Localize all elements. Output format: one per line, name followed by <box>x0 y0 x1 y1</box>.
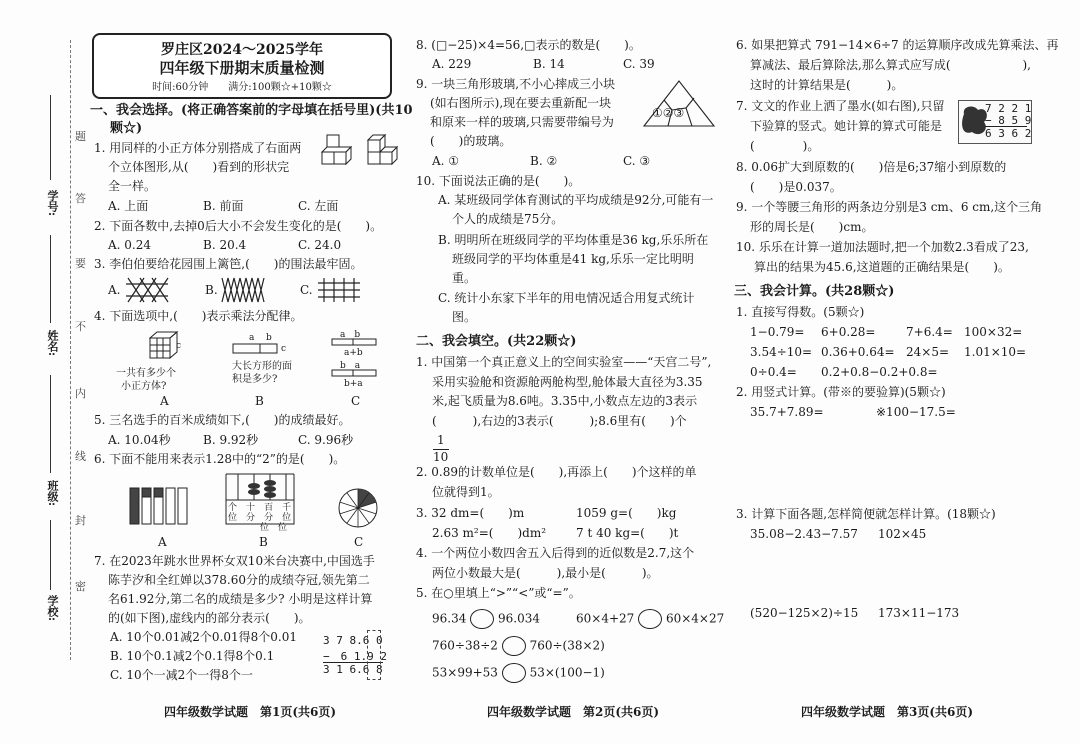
seal-char: 不 <box>75 320 86 333</box>
q7-calc-line2: − 6 1.9 2 <box>323 650 387 663</box>
q7-line4: 的(如下图),虚线内的部分表示( )。 <box>108 611 311 625</box>
f10-line1: 10. 乐乐在计算一道加法题时,把一个加数2.3看成了23, <box>736 240 1029 254</box>
q1-line3: 全一样。 <box>108 179 157 193</box>
q4b-label-a: a <box>249 333 255 343</box>
q7-line1: 7. 在2023年跳水世界杯女双10米台决赛中,中国选手 <box>94 554 375 568</box>
name-blank[interactable] <box>50 235 51 323</box>
q3-option-b[interactable]: B. <box>205 283 218 297</box>
c3-item[interactable]: 102×45 <box>878 527 927 541</box>
q6-stem: 6. 下面不能用来表示1.28中的“2”的是( )。 <box>94 452 346 466</box>
q4c-bottom-labels: b a <box>340 361 361 371</box>
q4c-bottom-sum: b+a <box>344 379 363 389</box>
binding-dashed-line <box>70 40 71 660</box>
q4b-label-b: b <box>266 333 272 343</box>
f10-line2: 算出的结果为45.6,这道题的正确结果是( )。 <box>754 260 1010 274</box>
q7-option-c[interactable]: C. 10个一减2个一得8个一 <box>110 668 253 682</box>
f5-row2: 760÷38÷2 760÷(38×2) <box>432 636 605 656</box>
q10-option-b-line3: 重。 <box>452 271 477 285</box>
c1-item[interactable]: 100×32= <box>964 325 1023 339</box>
f7-calc-line3: 6 3 6 2 <box>985 127 1032 140</box>
q7-calc-line1: 3 7 8.6 0 <box>323 634 383 647</box>
q9-option-c[interactable]: C. ③ <box>623 154 651 168</box>
f3-item-4[interactable]: 7 t 40 kg=( )t <box>576 526 679 540</box>
q7-dashed-box <box>367 630 381 680</box>
school-blank[interactable] <box>50 520 51 590</box>
q1-line2: 个立体图形,从( )看到的形状完 <box>108 160 290 174</box>
q10-option-b-line1[interactable]: B. 明明所在班级同学的平均体重是36 kg,乐乐所在 <box>438 233 709 247</box>
c1-item[interactable]: 7+6.4= <box>906 325 953 339</box>
f6-line1: 6. 如果把算式 791−14×6÷7 的运算顺序改成先算乘法、再 <box>736 38 1059 52</box>
q7-line2: 陈芋汐和全红婵以378.60分的成绩夺冠,领先第二 <box>108 573 370 587</box>
bar-model-figure <box>130 486 190 526</box>
compare-circle[interactable] <box>502 636 526 656</box>
c1-item[interactable]: 0÷0.4= <box>750 365 797 379</box>
fence-c-figure <box>316 276 362 304</box>
abacus-top-labels: 个 十 百 千 <box>228 503 292 513</box>
c2-stem: 2. 用竖式计算。(带※的要验算)(5颗☆) <box>736 385 946 399</box>
q4-option-c[interactable]: C <box>351 394 361 408</box>
f7-calc-line1: 7 2 2 1 <box>985 102 1032 115</box>
f2-line1: 2. 0.89的计数单位是( ),再添上( )个这样的单 <box>416 465 697 479</box>
class-label: 班级: <box>46 480 59 507</box>
q7-calc-line3: 3 1 6.6 8 <box>323 663 383 676</box>
seal-char: 线 <box>75 450 86 463</box>
seal-char: 密 <box>75 580 86 593</box>
seal-char: 题 <box>75 130 86 143</box>
page-1-footer: 四年级数学试题 第1页(共6页) <box>164 705 337 719</box>
f1-fraction-denominator: 10 <box>433 450 449 464</box>
q4a-caption-1: 一共有多少个 <box>116 368 176 379</box>
q7-line3: 名61.92分,第二名的成绩是多少? 小明是这样计算 <box>108 592 373 606</box>
q10-option-a-line1[interactable]: A. 某班级同学体育测试的平均成绩是92分,可能有一 <box>438 193 714 207</box>
q8-option-a[interactable]: A. 229 <box>432 57 472 71</box>
rectangle-figure <box>232 343 280 355</box>
f7-line2: 下验算的竖式。她计算的算式可能是 <box>750 119 943 133</box>
exam-info: 时间:60分钟 满分:100颗☆+10颗☆ <box>152 82 332 93</box>
q3-option-a[interactable]: A. <box>108 283 121 297</box>
q10-option-c-line1[interactable]: C. 统计小东家下半年的用电情况适合用复式统计 <box>438 291 695 305</box>
section-3-heading: 三、我会计算。(共28颗☆) <box>734 284 895 299</box>
c3-item[interactable]: 173×11−173 <box>878 606 960 620</box>
c3-item[interactable]: (520−125×2)÷15 <box>750 606 859 620</box>
fence-b-figure <box>220 276 266 304</box>
q4-option-b[interactable]: B <box>255 394 264 408</box>
f7-line3: ( )。 <box>750 139 820 153</box>
q8-option-b[interactable]: B. 14 <box>533 57 565 71</box>
q9-line2: (如右图所示),现在要去重新配一块 <box>430 96 612 110</box>
q9-figure-labels: ①②③ <box>652 106 685 120</box>
seal-char: 答 <box>75 192 86 205</box>
q6-option-b[interactable]: B <box>259 535 268 549</box>
section-1-heading: 一、我会选择。(将正确答案前的字母填在括号里)(共10 <box>90 103 413 118</box>
q4a-caption-2: 小正方体? <box>121 381 167 392</box>
q4c-top-labels: a b <box>340 330 361 340</box>
q9-line1: 9. 一块三角形玻璃,不小心摔成三小块 <box>416 77 616 91</box>
q10-option-c-line2: 图。 <box>452 310 477 324</box>
q4c-top-sum: a+b <box>344 348 363 358</box>
q7-option-b[interactable]: B. 10个0.1减2个0.1得8个0.1 <box>110 649 275 663</box>
q4b-label-c: c <box>281 344 287 354</box>
q1-option-c[interactable]: C. 左面 <box>298 199 339 213</box>
c3-item[interactable]: 35.08−2.43−7.57 <box>750 527 858 541</box>
c1-item[interactable]: 3.54÷10= <box>750 345 813 359</box>
exam-title-line1: 罗庄区2024～2025学年 <box>161 42 323 58</box>
f3-item-1[interactable]: 3. 32 dm=( )m <box>416 506 525 520</box>
f8-line2: ( )是0.037。 <box>750 180 842 194</box>
q5-option-a[interactable]: A. 10.04秒 <box>108 433 171 447</box>
c1-item[interactable]: 0.36+0.64= <box>821 345 895 359</box>
f6-line2: 算减法、最后算除法,那么算式应写成( ), <box>750 58 1031 72</box>
q10-option-a-line2: 个人的成绩是75分。 <box>452 212 564 226</box>
f5-row1: 96.34 96.034 <box>432 609 540 629</box>
student-number-blank[interactable] <box>50 95 51 180</box>
q2-stem: 2. 下面各数中,去掉0后大小不会发生变化的是( )。 <box>94 219 383 233</box>
q9-option-b[interactable]: B. ② <box>530 154 558 168</box>
q1-option-b[interactable]: B. 前面 <box>203 199 244 213</box>
q2-option-c[interactable]: C. 24.0 <box>298 238 342 252</box>
f9-line1: 9. 一个等腰三角形的两条边分别是3 cm、6 cm,这个三角 <box>736 200 1043 214</box>
q4-stem: 4. 下面选项中,( )表示乘法分配律。 <box>94 309 303 323</box>
f3-item-2[interactable]: 1059 g=( )kg <box>576 506 677 520</box>
q9-line4: ( )的玻璃。 <box>430 134 512 148</box>
c1-stem: 1. 直接写得数。(5颗☆) <box>736 305 865 319</box>
f1-line3: 米,起飞质量为8.6吨。3.35中,小数点左边的3表示 <box>432 394 698 408</box>
compare-circle[interactable] <box>470 609 494 629</box>
f2-line2: 位就得到1。 <box>432 485 500 499</box>
f1-line1: 1. 中国第一个真正意义上的空间实验室——“天宫二号”, <box>416 355 712 369</box>
q9-line3: 和原来一样的玻璃,只需要带编号为 <box>430 115 614 129</box>
q9-option-a[interactable]: A. ① <box>432 154 460 168</box>
student-number-label: 学号: <box>46 190 59 217</box>
compare-circle[interactable] <box>502 663 526 683</box>
f1-line2: 采用实验舱和资源舱两舱构型,舱体最大直径为3.35 <box>432 375 703 389</box>
compare-circle[interactable] <box>638 609 662 629</box>
q6-option-c[interactable]: C <box>354 535 364 549</box>
page-2-footer: 四年级数学试题 第2页(共6页) <box>487 705 660 719</box>
c2-item[interactable]: ※100−17.5= <box>876 405 956 419</box>
f3-item-3[interactable]: 2.63 m²=( )dm² <box>432 526 547 540</box>
q5-option-c[interactable]: C. 9.96秒 <box>298 433 354 447</box>
q10-stem: 10. 下面说法正确的是( )。 <box>416 174 581 188</box>
q6-option-a[interactable]: A <box>158 535 167 549</box>
c1-item[interactable]: 0.2+0.8−0.2+0.8= <box>821 365 938 379</box>
broken-glass-figure <box>642 78 716 130</box>
c1-item[interactable]: 24×5= <box>906 345 950 359</box>
c1-item[interactable]: 1−0.79= <box>750 325 805 339</box>
seal-char: 要 <box>75 257 86 270</box>
f4-line2: 两位小数最大是( ),最小是( )。 <box>432 566 659 580</box>
q4b-caption-1: 大长方形的面 <box>232 361 292 372</box>
seal-char: 封 <box>75 514 86 527</box>
c2-item[interactable]: 35.7+7.89= <box>750 405 824 419</box>
f9-line2: 形的周长是( )cm。 <box>750 220 874 234</box>
section-1-heading-cont: 颗☆) <box>110 121 143 136</box>
exam-title-line2: 四年级下册期末质量检测 <box>159 59 325 77</box>
q8-option-c[interactable]: C. 39 <box>623 57 655 71</box>
title-box <box>92 33 392 99</box>
class-blank[interactable] <box>50 375 51 473</box>
abacus-bottom-labels-2: 位 位 <box>260 523 288 533</box>
section-2-heading: 二、我会填空。(共22颗☆) <box>416 334 577 349</box>
pie-figure <box>336 486 380 530</box>
q5-option-b[interactable]: B. 9.92秒 <box>203 433 259 447</box>
q2-option-b[interactable]: B. 20.4 <box>203 238 247 252</box>
q8-stem: 8. (□−25)×4=56,□表示的数是( )。 <box>416 38 641 52</box>
q2-option-a[interactable]: A. 0.24 <box>108 238 152 252</box>
f1-fraction-numerator: 1 <box>437 433 445 447</box>
f8-line1: 8. 0.06扩大到原数的( )倍是6;37缩小到原数的 <box>736 160 1007 174</box>
cube-figures <box>320 138 400 178</box>
c3-stem: 3. 计算下面各题,怎样简便就怎样计算。(18颗☆) <box>736 507 996 521</box>
q1-option-a[interactable]: A. 上面 <box>108 199 149 213</box>
q3-option-c[interactable]: C. <box>300 283 313 297</box>
seal-char: 内 <box>75 387 86 400</box>
c1-item[interactable]: 1.01×10= <box>964 345 1027 359</box>
c1-item[interactable]: 6+0.28= <box>821 325 876 339</box>
f5-row3: 53×99+53 53×(100−1) <box>432 663 605 683</box>
f7-line1: 7. 文文的作业上洒了墨水(如右图),只留 <box>736 99 945 113</box>
q4-option-a[interactable]: A <box>160 394 169 408</box>
q4a-label-c: c <box>176 341 182 351</box>
f7-calc-line2: − 8 5 9 <box>985 114 1032 127</box>
f1-line4: ( ),右边的3表示( );8.6里有( )个 <box>432 414 687 428</box>
q3-stem: 3. 李伯伯要给花园围上篱笆,( )的围法最牢固。 <box>94 257 363 271</box>
q5-stem: 5. 三名选手的百米成绩如下,( )的成绩最好。 <box>94 413 351 427</box>
page-3-footer: 四年级数学试题 第3页(共6页) <box>801 705 974 719</box>
q4b-caption-2: 积是多少? <box>232 374 278 385</box>
q10-option-b-line2: 班级同学的平均体重是41 kg,乐乐一定比明明 <box>452 252 694 266</box>
q1-line1: 1. 用同样的小正方体分别搭成了右面两 <box>94 141 302 155</box>
f4-line1: 4. 一个两位小数四舍五入后得到的近似数是2.7,这个 <box>416 546 695 560</box>
f6-line3: 这时的计算结果是( )。 <box>750 78 904 92</box>
f5-stem: 5. 在○里填上“>”“<”或“=”。 <box>416 586 581 600</box>
name-label: 姓名: <box>46 330 59 357</box>
school-label: 学校: <box>46 595 59 622</box>
f5-row1b: 60×4+27 60×4×27 <box>576 609 724 629</box>
abacus-bottom-labels: 位 分 分 位 <box>228 513 292 523</box>
q7-option-a[interactable]: A. 10个0.01减2个0.01得8个0.01 <box>110 630 297 644</box>
fence-a-figure <box>124 276 170 304</box>
